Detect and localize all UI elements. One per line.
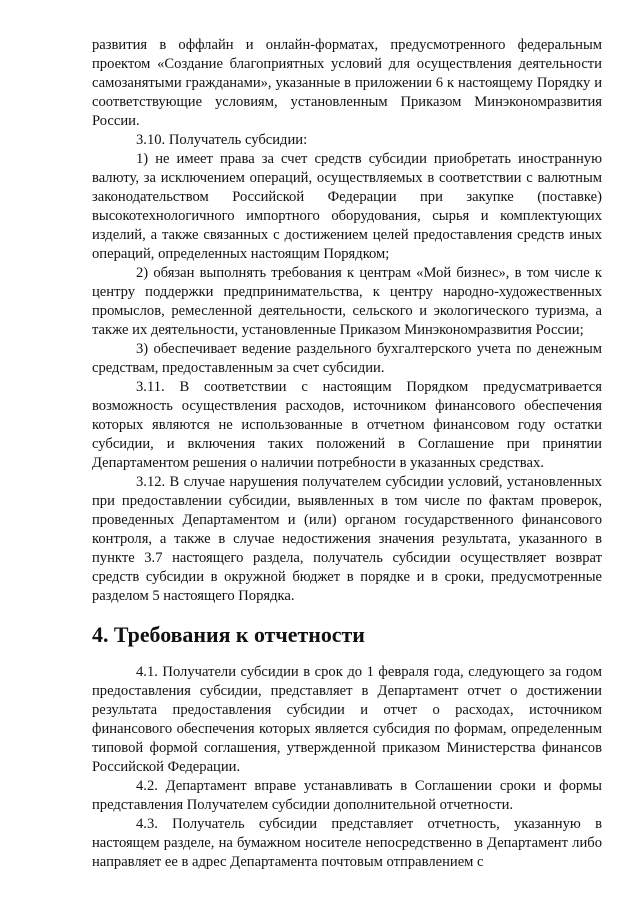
paragraph-3-10-item-1: 1) не имеет права за счет средств субсидии приобретать иностранную валюту, за исключением операций, осуществляемых в соответствии с валютным законодательством Российской Федерации при закупке (поставке) высокотехнологичного импортного оборудования, сырья и комплектующих изделий, а также связанных с достижением целей предоставления средств иных операций, определенных настоящим Порядком; [92, 151, 602, 262]
paragraph-3-10: 3.10. Получатель субсидии: [136, 132, 308, 148]
paragraph-3-10-item-3: 3) обеспечивает ведение раздельного бухгалтерского учета по денежным средствам, предоставленным за счет субсидии. [92, 341, 602, 376]
paragraph-4-1: 4.1. Получатели субсидии в срок до 1 февраля года, следующего за годом предоставления субсидии, представляет в Департамент отчет о достижении результата предоставления субсидии и отчет о расходах, источником финансового обеспечения которых является субсидия по формам, определенным типовой формой соглашения, утвержденной приказом Министерства финансов Российской Федерации. [92, 664, 602, 775]
paragraph-4-3: 4.3. Получатель субсидии представляет отчетность, указанную в настоящем разделе, на бумажном носителе непосредственно в Департамент либо направляет ее в адрес Департамента почтовым отправлением с [92, 816, 602, 870]
section-heading: 4. Требования к отчетности [92, 622, 365, 647]
paragraph-3-10-item-2: 2) обязан выполнять требования к центрам «Мой бизнес», в том числе к центру поддержки предпринимательства, к центру народно-художественных промыслов, ремесленной деятельности, сельского и экологического туризма, а также их деятельности, установленные Приказом Минэкономразвития России; [92, 265, 602, 338]
paragraph-3-11: 3.11. В соответствии с настоящим Порядком предусматривается возможность осуществления расходов, источником финансового обеспечения которых являются не использованные в отчетном финансовом году остатки субсидии, и включения таких положений в Соглашение при принятии Департаментом решения о наличии потребности в указанных средствах. [92, 379, 602, 471]
body-text-after [92, 663, 602, 872]
paragraph-continuation: развития в оффлайн и онлайн-форматах, предусмотренного федеральным проектом «Создание благоприятных условий для осуществления деятельности самозанятыми гражданами», указанные в приложении 6 к настоящему Порядку и соответствующие условиям, установленным Приказом Минэкономразвития России. [92, 37, 602, 129]
body-text-before [92, 36, 602, 606]
document-page [92, 36, 602, 872]
paragraph-4-2: 4.2. Департамент вправе устанавливать в Соглашении сроки и формы представления Получателем субсидии дополнительной отчетности. [92, 778, 602, 813]
paragraph-3-12: 3.12. В случае нарушения получателем субсидии условий, установленных при предоставлении субсидии, выявленных в том числе по фактам проверок, проведенных Департаментом и (или) органом государственного финансового контроля, а также в случае недостижения значения результата, указанного в пункте 3.7 настоящего раздела, получатель субсидии осуществляет возврат средств субсидии в окружной бюджет в порядке и в сроки, предусмотренные разделом 5 настоящего Порядка. [92, 474, 602, 604]
